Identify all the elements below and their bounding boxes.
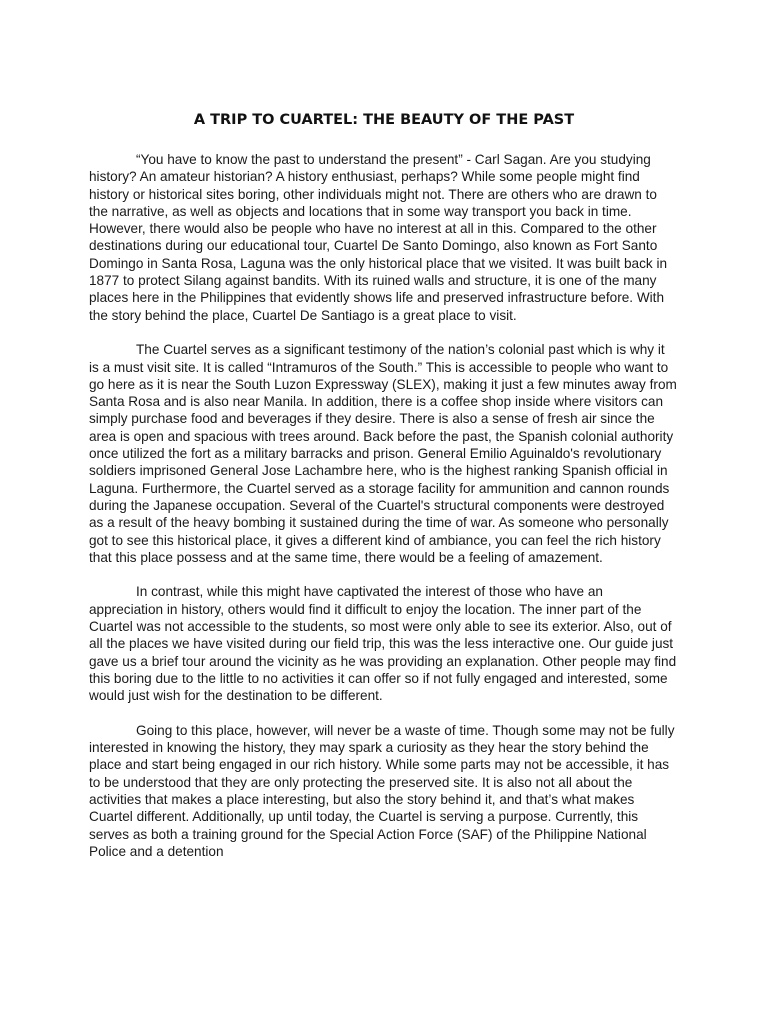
document-title: A TRIP TO CUARTEL: THE BEAUTY OF THE PAST [193,112,575,128]
document-body [89,151,678,877]
paragraph-1: “You have to know the past to understand the present” - Carl Sagan. Are you studying history? An amateur historian? A history enthusiast, perhaps? While some people might find history or historical sites boring, other individuals might not. There are others who are drawn to the narrative, as well as objects and locations that in some way transport you back in time. However, there would also be people who have no interest at all in this. Compared to the other destinations during our educational tour, Cuartel De Santo Domingo, also known as Fort Santo Domingo in Santa Rosa, Laguna was the only historical place that we visited. It was built back in 1877 to protect Silang against bandits. With its ruined walls and structure, it is one of the many places here in the Philippines that evidently shows life and preserved infrastructure before. With the story behind the place, Cuartel De Santiago is a great place to visit. [89,152,668,323]
paragraph-2: The Cuartel serves as a significant testimony of the nation’s colonial past which is why it is a must visit site. It is called “Intramuros of the South.” This is accessible to people who want to go here as it is near the South Luzon Expressway (SLEX), making it just a few minutes away from Santa Rosa and is also near Manila. In addition, there is a coffee shop inside where visitors can simply purchase food and beverages if they desire. There is also a sense of fresh air since the area is open and spacious with trees around. Back before the past, the Spanish colonial authority once utilized the fort as a military barracks and prison. General Emilio Aguinaldo's revolutionary soldiers imprisoned General Jose Lachambre here, who is the highest ranking Spanish official in Laguna. Furthermore, the Cuartel served as a storage facility for ammunition and cannon rounds during the Japanese occupation. Several of the Cuartel's structural components were destroyed as a result of the heavy bombing it sustained during the time of war. As someone who personally got to see this historical place, it gives a different kind of ambiance, you can feel the rich history that this place possess and at the same time, there would be a feeling of amazement. [89,342,677,565]
paragraph-3: In contrast, while this might have captivated the interest of those who have an appreciation in history, others would find it difficult to enjoy the location. The inner part of the Cuartel was not accessible to the students, so most were only able to see its exterior. Also, out of all the places we have visited during our field trip, this was the less interactive one. Our guide just gave us a brief tour around the vicinity as he was providing an explanation. Other people may find this boring due to the little to no activities it can offer so if not fully engaged and interested, some would just wish for the destination to be different. [89,584,677,704]
paragraph-4: Going to this place, however, will never be a waste of time. Though some may not be fully interested in knowing the history, they may spark a curiosity as they hear the story behind the place and start being engaged in our rich history. While some parts may not be accessible, it has to be understood that they are only protecting the preserved site. It is also not all about the activities that makes a place interesting, but also the story behind it, and that’s what makes Cuartel different. Additionally, up until today, the Cuartel is serving a purpose. Currently, this serves as both a training ground for the Special Action Force (SAF) of the Philippine National Police and a detention [89,722,675,859]
